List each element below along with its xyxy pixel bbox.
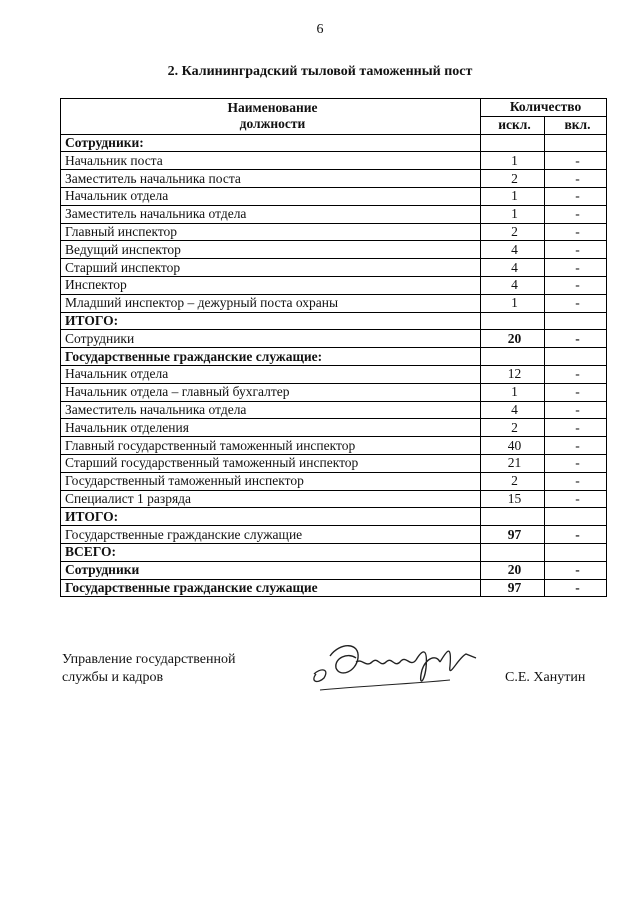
excluded-count-cell: 4 (481, 241, 545, 259)
excluded-count-cell: 21 (481, 454, 545, 472)
table-row (61, 579, 607, 597)
position-name-cell: Государственные гражданские служащие: (61, 348, 481, 366)
included-count-cell: - (545, 383, 607, 401)
table-row (61, 508, 607, 526)
included-count-cell: - (545, 241, 607, 259)
excluded-count-cell (481, 348, 545, 366)
excluded-count-cell: 15 (481, 490, 545, 508)
position-name-cell: Государственный таможенный инспектор (61, 472, 481, 490)
included-count-cell: - (545, 579, 607, 597)
excluded-count-cell (481, 508, 545, 526)
included-count-cell: - (545, 454, 607, 472)
excluded-count-cell (481, 312, 545, 330)
position-name-cell: Ведущий инспектор (61, 241, 481, 259)
included-count-cell: - (545, 152, 607, 170)
included-count-cell (545, 543, 607, 561)
table-row (61, 472, 607, 490)
position-name-cell: Главный государственный таможенный инспектор (61, 437, 481, 455)
table-row (61, 223, 607, 241)
table-body (61, 134, 607, 597)
excluded-count-cell: 4 (481, 401, 545, 419)
included-count-cell (545, 134, 607, 152)
included-count-cell: - (545, 259, 607, 277)
position-name-cell: Сотрудники: (61, 134, 481, 152)
position-name-cell: Заместитель начальника отдела (61, 401, 481, 419)
included-count-cell (545, 312, 607, 330)
included-count-cell: - (545, 526, 607, 544)
position-name-cell: Заместитель начальника поста (61, 170, 481, 188)
excluded-count-cell: 2 (481, 170, 545, 188)
table-row (61, 152, 607, 170)
included-count-cell: - (545, 330, 607, 348)
header-name-line2: должности (239, 116, 306, 132)
included-count-cell: - (545, 437, 607, 455)
table-row (61, 205, 607, 223)
table-row (61, 312, 607, 330)
excluded-count-cell: 1 (481, 205, 545, 223)
included-count-cell: - (545, 472, 607, 490)
excluded-count-cell: 1 (481, 383, 545, 401)
header-included: вкл. (545, 116, 607, 134)
included-count-cell: - (545, 276, 607, 294)
header-quantity: Количество (481, 99, 607, 117)
included-count-cell (545, 508, 607, 526)
table-row (61, 454, 607, 472)
included-count-cell: - (545, 419, 607, 437)
excluded-count-cell: 20 (481, 561, 545, 579)
position-name-cell: Сотрудники (61, 561, 481, 579)
position-name-cell: Заместитель начальника отдела (61, 205, 481, 223)
position-name-cell: Инспектор (61, 276, 481, 294)
table-row (61, 241, 607, 259)
header-name-line1: Наименование (227, 100, 318, 116)
included-count-cell: - (545, 561, 607, 579)
excluded-count-cell: 2 (481, 472, 545, 490)
included-count-cell: - (545, 187, 607, 205)
position-name-cell: Главный инспектор (61, 223, 481, 241)
table-row (61, 419, 607, 437)
excluded-count-cell (481, 134, 545, 152)
department-line1: Управление государственной (62, 652, 236, 667)
table-row (61, 490, 607, 508)
position-name-cell: ИТОГО: (61, 508, 481, 526)
table-row (61, 259, 607, 277)
document-title: 2. Калининградский тыловой таможенный пост (167, 64, 473, 79)
excluded-count-cell: 4 (481, 259, 545, 277)
table-row (61, 134, 607, 152)
position-name-cell: Начальник поста (61, 152, 481, 170)
included-count-cell: - (545, 170, 607, 188)
header-excluded: искл. (481, 116, 545, 134)
excluded-count-cell: 2 (481, 223, 545, 241)
position-name-cell: Сотрудники (61, 330, 481, 348)
included-count-cell: - (545, 401, 607, 419)
table-row (61, 383, 607, 401)
table-row (61, 401, 607, 419)
table-row (61, 170, 607, 188)
staffing-table (60, 98, 607, 597)
excluded-count-cell (481, 543, 545, 561)
position-name-cell: ИТОГО: (61, 312, 481, 330)
department-signature-block (62, 651, 236, 687)
position-name-cell: Начальник отдела (61, 365, 481, 383)
page-number: 6 (316, 22, 324, 37)
position-name-cell: ВСЕГО: (61, 543, 481, 561)
header-position-name (61, 99, 481, 135)
table-row (61, 543, 607, 561)
position-name-cell: Государственные гражданские служащие (61, 579, 481, 597)
excluded-count-cell: 20 (481, 330, 545, 348)
excluded-count-cell: 97 (481, 579, 545, 597)
table-row (61, 187, 607, 205)
position-name-cell: Специалист 1 разряда (61, 490, 481, 508)
excluded-count-cell: 12 (481, 365, 545, 383)
included-count-cell: - (545, 490, 607, 508)
included-count-cell: - (545, 205, 607, 223)
included-count-cell: - (545, 294, 607, 312)
position-name-cell: Начальник отделения (61, 419, 481, 437)
excluded-count-cell: 1 (481, 294, 545, 312)
position-name-cell: Начальник отдела (61, 187, 481, 205)
table-row (61, 526, 607, 544)
position-name-cell: Государственные гражданские служащие (61, 526, 481, 544)
excluded-count-cell: 97 (481, 526, 545, 544)
position-name-cell: Младший инспектор – дежурный поста охраны (61, 294, 481, 312)
position-name-cell: Старший инспектор (61, 259, 481, 277)
table-row (61, 561, 607, 579)
excluded-count-cell: 4 (481, 276, 545, 294)
table-row (61, 348, 607, 366)
table-row (61, 330, 607, 348)
handwritten-signature (300, 628, 490, 698)
position-name-cell: Начальник отдела – главный бухгалтер (61, 383, 481, 401)
table-row (61, 276, 607, 294)
included-count-cell (545, 348, 607, 366)
position-name-cell: Старший государственный таможенный инспектор (61, 454, 481, 472)
excluded-count-cell: 2 (481, 419, 545, 437)
excluded-count-cell: 1 (481, 152, 545, 170)
signer-name: С.Е. Ханутин (505, 670, 586, 685)
included-count-cell: - (545, 365, 607, 383)
excluded-count-cell: 1 (481, 187, 545, 205)
included-count-cell: - (545, 223, 607, 241)
department-line2: службы и кадров (62, 670, 164, 685)
table-row (61, 294, 607, 312)
table-row (61, 437, 607, 455)
excluded-count-cell: 40 (481, 437, 545, 455)
table-row (61, 365, 607, 383)
